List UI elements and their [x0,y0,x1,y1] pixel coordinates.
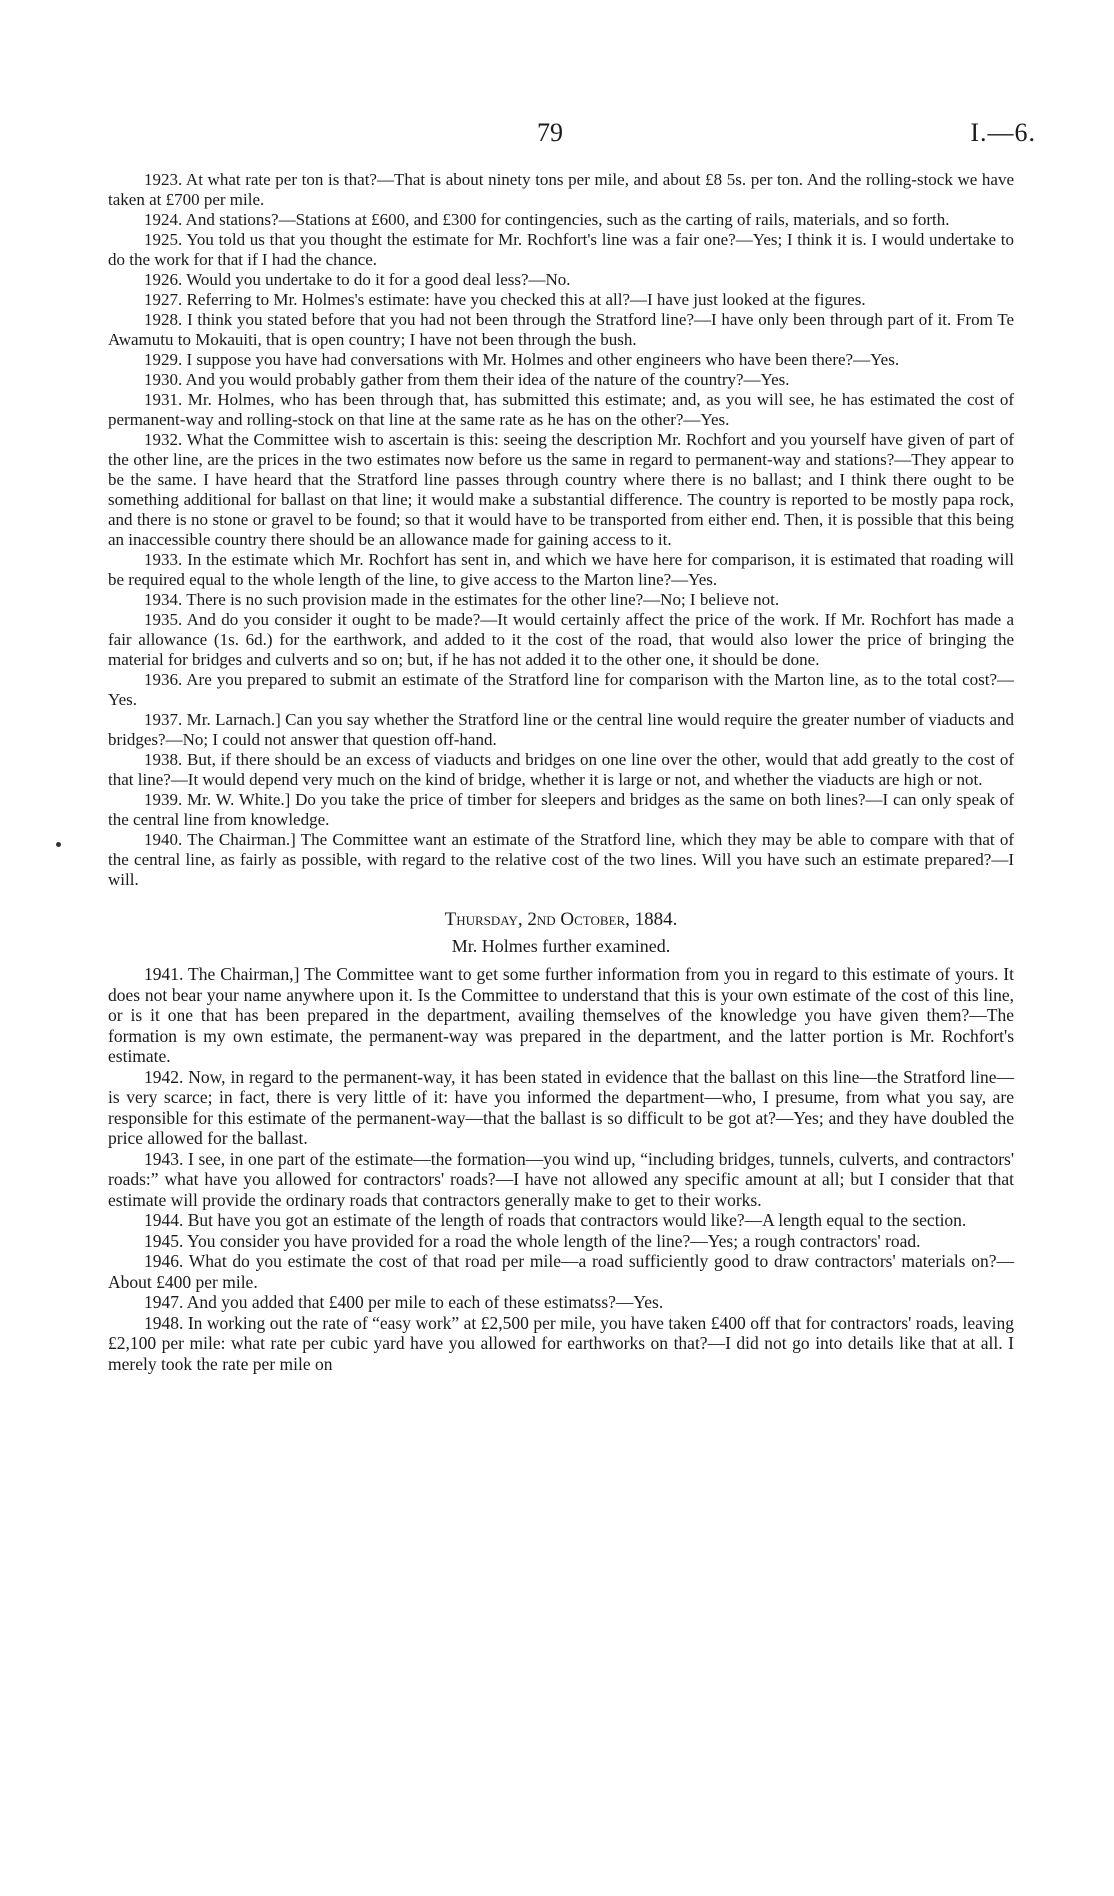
paragraph: 1948. In working out the rate of “easy work” at £2,500 per mile, you have taken £400 off that for contractors' roads, leaving £2,100 per mile: what rate per cubic yard have you allowed for earthworks on that?—I did not go into details like that at all. I merely took the rate per mile on [108,1312,1014,1374]
section-date-heading: Thursday, 2nd October, 1884. [444,909,678,930]
paragraph: 1930. And you would probably gather from them their idea of the nature of the country?—Yes. [144,370,790,389]
document-body [108,170,1014,1374]
paragraph: 1935. And do you consider it ought to be made?—It would certainly affect the price of the work. If Mr. Rochfort has made a fair allowance (1s. 6d.) for the earthwork, and added to it the cost of the road, that would also lower the price of bringing the material for bridges and culverts and so on; but, if he has not added it to the other one, it should be done. [108,610,1014,669]
paragraph: 1947. And you added that £400 per mile to each of these estimatss?—Yes. [144,1292,664,1312]
paragraph: 1940. The Chairman.] The Committee want an estimate of the Stratford line, which they may be able to compare with that of the central line, as fairly as possible, with regard to the relative cost of the two lines. Will you have such an estimate prepared?—I will. [108,830,1014,889]
paragraph: 1927. Referring to Mr. Holmes's estimate: have you checked this at all?—I have just looked at the figures. [144,290,866,309]
paragraph: 1924. And stations?—Stations at £600, and £300 for contingencies, such as the carting of rails, materials, and so forth. [144,210,950,229]
paragraph: 1931. Mr. Holmes, who has been through that, has submitted this estimate; and, as you will see, he has estimated the cost of permanent-way and rolling-stock on that line at the same rate as he has on the other?—Yes. [108,390,1014,429]
page-header [0,118,1114,158]
paragraph: 1945. You consider you have provided for a road the whole length of the line?—Yes; a rough contractors' road. [144,1230,921,1251]
section-subheading: Mr. Holmes further examined. [451,936,671,956]
paragraph: 1936. Are you prepared to submit an estimate of the Stratford line for comparison with the Marton line, as to the total cost?—Yes. [108,670,1014,709]
paragraph: 1934. There is no such provision made in the estimates for the other line?—No; I believe not. [144,590,780,609]
paragraph: 1933. In the estimate which Mr. Rochfort has sent in, and which we have here for comparison, it is estimated that roading will be required equal to the whole length of the line, to give access to the Marton line?—Yes. [108,550,1014,589]
paragraph: 1932. What the Committee wish to ascertain is this: seeing the description Mr. Rochfort and you yourself have given of part of the other line, are the prices in the two estimates now before us the same in regard to permanent-way and stations?—They appear to be the same. I have heard that the Stratford line passes through country where there is no ballast; and I think there ought to be something additional for ballast on that line; it would make a substantial difference. The country is reported to be mostly papa rock, and there is no stone or gravel to be found; so that it would have to be transported from either end. Then, it is possible that this being an inaccessible country there should be an allowance made for gaining access to it. [108,430,1014,549]
paragraph: 1941. The Chairman,] The Committee want to get some further information from you in regard to this estimate of yours. It does not bear your name anywhere upon it. Is the Committee to understand that this is your own estimate of the cost of this line, or is it one that has been prepared in the department, availing themselves of the knowledge you have given them?—The formation is my own estimate, the permanent-way was prepared in the department, and the latter portion is Mr. Rochfort's estimate. [108,964,1014,1066]
page-number: 79 [537,118,563,147]
paragraph: 1928. I think you stated before that you had not been through the Stratford line?—I have only been through part of it. From Te Awamutu to Mokauiti, that is open country; I have not been through the bush. [108,310,1014,349]
paragraph: 1946. What do you estimate the cost of that road per mile—a road sufficiently good to draw contractors' materials on?—About £400 per mile. [108,1251,1014,1292]
paragraph: 1937. Mr. Larnach.] Can you say whether the Stratford line or the central line would require the greater number of viaducts and bridges?—No; I could not answer that question off-hand. [108,710,1014,749]
paragraph: 1923. At what rate per ton is that?—That is about ninety tons per mile, and about £8 5s. per ton. And the rolling-stock we have taken at £700 per mile. [108,170,1014,209]
paragraph: 1942. Now, in regard to the permanent-way, it has been stated in evidence that the ballast on this line—the Stratford line—is very scarce; in fact, there is very little of it: have you informed the department—who, I presume, from what you say, are responsible for this estimate of the permanent-way—that the ballast is so difficult to be got at?—Yes; and they have doubled the price allowed for the ballast. [108,1066,1014,1148]
paragraph: 1926. Would you undertake to do it for a good deal less?—No. [144,270,571,289]
section-two [108,964,1014,1374]
paragraph: 1929. I suppose you have had conversations with Mr. Holmes and other engineers who have been there?—Yes. [144,350,900,369]
paragraph: 1925. You told us that you thought the estimate for Mr. Rochfort's line was a fair one?—Yes; I think it is. I would undertake to do the work for that if I had the chance. [108,230,1014,269]
paragraph: 1938. But, if there should be an excess of viaducts and bridges on one line over the other, would that add greatly to the cost of that line?—It would depend very much on the kind of bridge, whether it is large or not, and whether the viaducts are high or not. [108,750,1014,789]
paragraph: 1939. Mr. W. White.] Do you take the price of timber for sleepers and bridges as the same on both lines?—I can only speak of the central line from knowledge. [108,790,1014,829]
paragraph: 1943. I see, in one part of the estimate—the formation—you wind up, “including bridges, tunnels, culverts, and contractors' roads:” what have you allowed for contractors' roads?—I have not allowed any specific amount at all; but I consider that that estimate will provide the ordinary roads that contractors generally make to get to their works. [108,1148,1014,1210]
paragraph: 1944. But have you got an estimate of the length of roads that contractors would like?—A length equal to the section. [144,1210,967,1230]
margin-dot [56,842,61,847]
document-reference: I.—6. [970,118,1036,147]
